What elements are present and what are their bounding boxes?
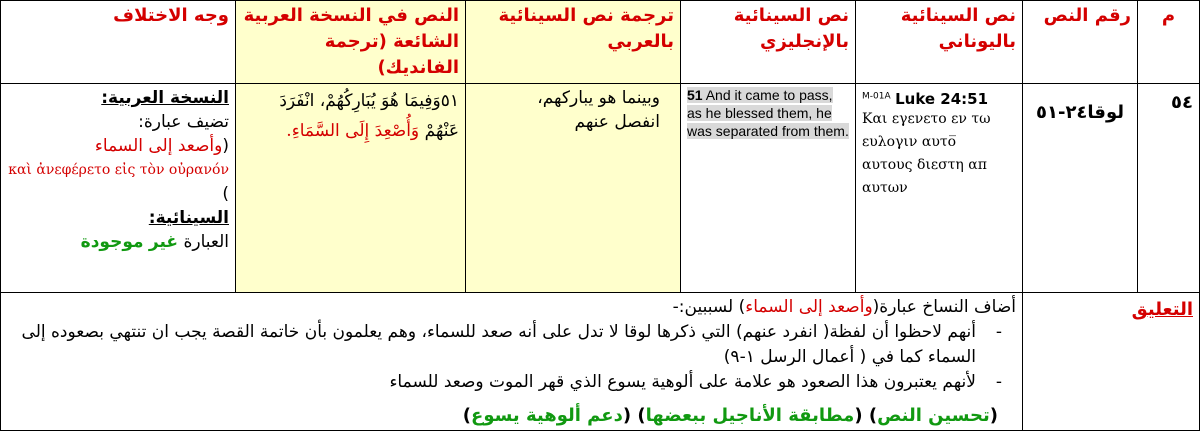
tag-paren: ( [622,405,632,426]
tag-paren: ) [637,405,646,426]
adds-phrase-label: تضيف عبارة: [138,112,229,132]
tag-paren: ( [854,405,863,426]
phrase-word: العبارة [183,232,229,252]
comment-label: التعليق [1023,293,1200,431]
english-cell [681,84,856,293]
english-verse-text: And it came to pass, as he blessed them, he was separated from them. [687,87,849,139]
header-difference: وجه الاختلاف [1,1,236,84]
not-word: غير [148,232,179,252]
close-paren: ) [222,184,229,204]
tag-gospel-harmonization: مطابقة الأناجيل ببعضها [645,405,855,426]
tag-paren: ) [462,405,472,426]
bullet-dash: - [995,322,1002,342]
bullet-dash: - [995,372,1002,392]
intro-start: أضاف النساخ عبارة( [872,297,1016,317]
arabic-translation-text: وبينما هو يباركهم، انفصل عنهم [537,88,660,132]
greek-line: αυτους διεστη απ [862,157,987,173]
open-paren: ( [222,136,229,156]
tag-paren: ( [989,405,998,426]
table-row [1,84,1200,293]
arabic-translation-cell [466,84,681,293]
sinaiticus-label: السينائية: [148,208,229,228]
header-num: م [1138,1,1200,84]
vandyke-text [242,86,459,146]
text-reference: لوقا٢٤-٥١ [1035,102,1125,123]
present-word: موجودة [80,232,144,252]
greek-added-phrase: καὶ ἀνεφέρετο εἰς τὸν οὐρανόν [8,162,229,178]
greek-heading [862,90,1016,108]
vandyke-cell [236,84,466,293]
greek-text [862,108,1016,200]
greek-line: αυτων [862,180,908,196]
greek-reference: Luke 24:51 [895,90,989,108]
comment-intro [7,295,1016,320]
not-present-line [7,230,229,254]
intro-end: ) لسببين:- [672,297,746,317]
english-text [687,86,849,140]
comment-row [1,293,1200,431]
header-greek: نص السينائية باليوناني [856,1,1023,84]
tag-divinity-support: دعم ألوهية يسوع [471,405,623,426]
comment-text [7,295,1016,428]
classification-tags [7,403,1016,428]
arabic-version-label: النسخة العربية: [101,88,229,108]
vandyke-added-phrase: وَأُصْعِدَ إِلَى السَّمَاءِ. [286,121,420,141]
close-paren-line [7,182,229,206]
difference-text [7,86,229,254]
greek-cell [856,84,1023,293]
english-verse-number: 51 [687,87,703,103]
comment-cell [1,293,1023,431]
header-english: نص السينائية بالإنجليزي [681,1,856,84]
tag-text-improvement: تحسين النص [877,405,990,426]
reason-item [7,320,1016,370]
greek-line: ευλογιν αυτο̅ [862,134,957,150]
vandyke-prefix: ٥١وَفِيمَا هُوَ يُبَارِكُهُمْ، انْفَرَدَ عَنْهُمْ [279,91,459,141]
header-row [1,1,1200,84]
difference-cell [1,84,236,293]
header-text-ref: رقم النص [1023,1,1138,84]
intro-phrase: وأصعد إلى السماء [745,297,873,317]
added-phrase-line [7,134,229,158]
reason-text: لأنهم يعتبرون هذا الصعود هو علامة على ألوهية يسوع الذي قهر الموت وصعد للسماء [389,372,976,392]
manuscript-siglum: M-01A [862,91,891,102]
header-vandyke: النص في النسخة العربية الشائعة (ترجمة الفانديك) [236,1,466,84]
tag-paren: ) [868,405,878,426]
header-arabic-translation: ترجمة نص السينائية بالعربي [466,1,681,84]
text-reference-cell [1023,84,1138,293]
added-phrase: وأصعد إلى السماء [94,136,223,156]
reason-text: أنهم لاحظوا أن لفظة( انفرد عنهم) التي ذكرها لوقا لا تدل على أنه صعد للسماء، وهم يعلمون بأن خاتمة القصة يجب ان تنتهي بصعوده إلى السماء كما في ( أعمال الرسل ١-٩) [21,322,976,367]
greek-line: Και εγενετο εν τω [862,111,991,127]
reason-item [7,370,1016,395]
row-number: ٥٤ [1138,84,1200,293]
